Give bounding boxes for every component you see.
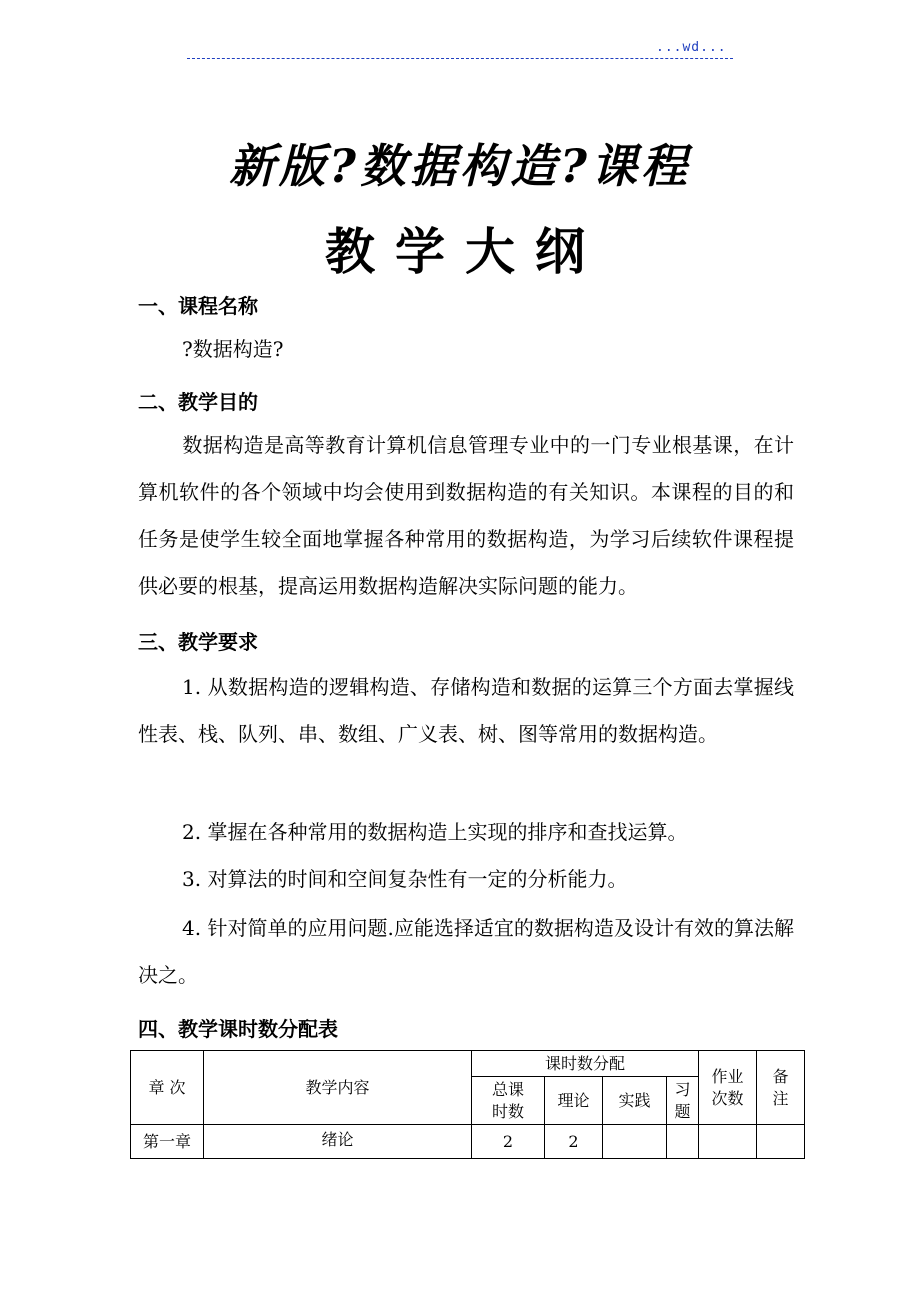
row-chapter: 第一章: [131, 1125, 204, 1159]
course-name-value: ?数据构造?: [182, 337, 284, 361]
section-heading-requirements: 三、教学要求: [138, 630, 258, 654]
header-rule: [187, 58, 733, 59]
header-total-hours-text: 总课时数: [491, 1079, 524, 1121]
header-theory: 理论: [545, 1077, 603, 1125]
document-title: 新版?数据构造?课程: [229, 139, 691, 193]
header-hours-group: 课时数分配: [472, 1051, 699, 1077]
requirement-text: 4. 针对简单的应用问题.应能选择适宜的数据构造及设计有效的算法解决之。: [138, 916, 794, 987]
row-total: 2: [472, 1125, 545, 1159]
purpose-paragraph: [138, 422, 794, 610]
header-practice: 实践: [603, 1077, 667, 1125]
requirement-text: 2. 掌握在各种常用的数据构造上实现的排序和查找运算。: [182, 820, 688, 844]
requirement-text: 1. 从数据构造的逻辑构造、存储构造和数据的运算三个方面去掌握线性表、栈、队列、串、数组、广义表、树、图等常用的数据构造。: [138, 675, 794, 746]
header-text: ...wd...: [656, 40, 727, 55]
row-practice: [603, 1125, 667, 1159]
header-exercise-text: 习题: [674, 1079, 691, 1121]
hours-allocation-table: [130, 1050, 805, 1159]
header-homework-text: 作业次数: [711, 1066, 744, 1108]
table-row: [131, 1125, 805, 1159]
row-remarks: [757, 1125, 805, 1159]
requirement-item-2: [138, 809, 794, 856]
row-homework: [699, 1125, 757, 1159]
section-heading-purpose: 二、教学目的: [138, 390, 258, 414]
purpose-text: 数据构造是高等教育计算机信息管理专业中的一门专业根基课，在计算机软件的各个领域中均会使用到数据构造的有关知识。本课程的目的和任务是使学生较全面地掌握各种常用的数据构造，为学习后续软件课程提供必要的根基，提高运用数据构造解决实际问题的能力。: [138, 433, 794, 598]
row-exercise: [667, 1125, 699, 1159]
header-remarks-text: 备注: [772, 1066, 789, 1108]
header-remarks: [757, 1051, 805, 1125]
requirement-item-3: [138, 856, 794, 903]
row-theory: 2: [545, 1125, 603, 1159]
header-homework: [699, 1051, 757, 1125]
header-content: 教学内容: [204, 1051, 472, 1125]
requirement-item-4: [138, 905, 794, 999]
requirement-item-1: [138, 664, 794, 758]
document-subtitle: 教学大纲: [325, 223, 605, 281]
course-name-text: [138, 326, 794, 373]
section-heading-course-name: 一、课程名称: [138, 294, 258, 318]
row-content: 绪论: [204, 1125, 472, 1159]
section-heading-hours-table: 四、教学课时数分配表: [138, 1017, 338, 1041]
requirement-text: 3. 对算法的时间和空间复杂性有一定的分析能力。: [182, 867, 628, 891]
header-exercise: [667, 1077, 699, 1125]
header-chapter: 章 次: [131, 1051, 204, 1125]
header-total-hours: [472, 1077, 545, 1125]
